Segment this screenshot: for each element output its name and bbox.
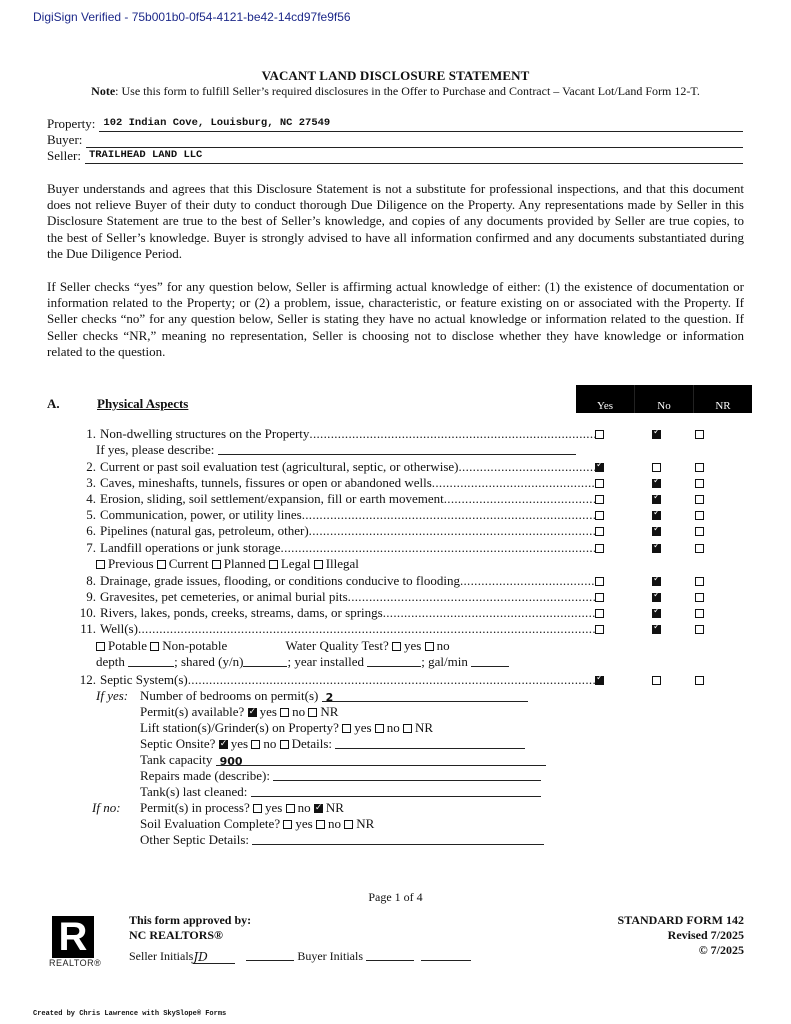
initials-row	[129, 949, 471, 964]
question-row	[74, 605, 596, 621]
page-number: Page 1 of 4	[368, 890, 423, 904]
realtor-caption: REALTOR®	[49, 958, 102, 968]
checkbox-q4-nr[interactable]	[695, 495, 704, 504]
buyer-initials-input[interactable]	[366, 949, 414, 961]
question-text: Non-dwelling structures on the Property	[100, 426, 310, 441]
checkbox-q3-nr[interactable]	[695, 479, 704, 488]
question-text: Rivers, lakes, ponds, creeks, streams, dams, or springs	[100, 605, 383, 620]
checkbox-q7-nr[interactable]	[695, 544, 704, 553]
leader-dots	[383, 605, 596, 621]
question-text: Gravesites, pet cemeteries, or animal burial pits	[100, 589, 348, 604]
septic-if-yes-label: If yes:	[96, 688, 129, 703]
other-septic-input[interactable]	[252, 833, 544, 845]
option-label: yes	[403, 638, 422, 653]
question-row	[74, 672, 596, 688]
property-input[interactable]: 102 Indian Cove, Louisburg, NC 27549	[99, 118, 743, 132]
question-number: 9.	[86, 589, 96, 604]
question-text: Septic System(s)	[100, 672, 188, 687]
option-label: no	[436, 638, 450, 653]
seller-label: Seller:	[47, 148, 81, 163]
question-row	[74, 621, 596, 637]
checkbox-q7-yes[interactable]	[595, 544, 604, 553]
q11-details	[96, 654, 509, 670]
buyer-initials-label: Buyer Initials	[297, 949, 363, 963]
property-label: Property:	[47, 116, 96, 131]
q1-describe	[96, 442, 576, 458]
onsite-row	[140, 736, 525, 752]
q11-options	[96, 638, 450, 654]
option-label: NR	[325, 800, 344, 815]
lift-label: Lift station(s)/Grinder(s) on Property?	[140, 720, 339, 735]
checkbox-in-process-yes[interactable]	[253, 804, 262, 813]
leader-dots	[309, 426, 596, 442]
leader-dots	[460, 573, 596, 589]
question-number: 6.	[86, 523, 96, 538]
leader-dots	[432, 475, 596, 491]
form-revised: Revised 7/2025	[667, 928, 744, 942]
tank-cleaned-label: Tank(s) last cleaned:	[140, 784, 248, 799]
option-label: Previous	[108, 556, 154, 571]
water-test-label: Water Quality Test?	[285, 638, 389, 653]
option-label: NR	[356, 816, 375, 831]
tank-capacity-row	[140, 752, 546, 768]
checkbox-onsite-yes[interactable]	[219, 740, 228, 749]
permits-row	[140, 704, 338, 720]
tank-cleaned-input[interactable]	[251, 785, 541, 797]
checkbox-potable[interactable]	[96, 642, 105, 651]
question-text: Landfill operations or junk storage	[100, 540, 281, 555]
question-number: 8.	[86, 573, 96, 588]
option-label: Non-potable	[162, 638, 228, 653]
year-input[interactable]	[367, 655, 421, 667]
checkbox-q1-nr[interactable]	[695, 430, 704, 439]
q7-options	[96, 556, 359, 572]
buyer-input[interactable]	[86, 134, 743, 148]
question-row	[74, 507, 596, 523]
lift-row	[140, 720, 433, 736]
question-row	[74, 426, 596, 442]
checkbox-q6-yes[interactable]	[595, 527, 604, 536]
document-title: VACANT LAND DISCLOSURE STATEMENT	[261, 68, 530, 83]
checkbox-q10-no[interactable]	[652, 609, 661, 618]
question-row	[74, 540, 596, 556]
tank-cleaned-row	[140, 784, 541, 800]
bedrooms-input[interactable]: 2	[322, 690, 528, 702]
checkbox-q6-nr[interactable]	[695, 527, 704, 536]
question-row	[74, 475, 596, 491]
depth-input[interactable]	[128, 655, 174, 667]
checkbox-q3-yes[interactable]	[595, 479, 604, 488]
section-letter: A.	[47, 396, 60, 411]
if-yes-text: If yes	[96, 688, 124, 703]
option-label: Planned	[223, 556, 266, 571]
checkbox-q2-yes[interactable]	[595, 463, 604, 472]
bedrooms-label: Number of bedrooms on permit(s)	[140, 688, 319, 703]
answer-column-header	[576, 385, 752, 413]
soil-eval-label: Soil Evaluation Complete?	[140, 816, 281, 831]
leader-dots	[444, 491, 596, 507]
form-name: STANDARD FORM 142	[617, 913, 744, 927]
checkbox-water-test-yes[interactable]	[392, 642, 401, 651]
checkbox-illegal[interactable]	[314, 560, 323, 569]
seller-input[interactable]: TRAILHEAD LAND LLC	[85, 150, 743, 164]
soil-eval-row	[140, 816, 374, 832]
option-label: no	[297, 800, 311, 815]
septic-if-no-label: If no:	[92, 800, 121, 815]
checkbox-q10-nr[interactable]	[695, 609, 704, 618]
checkbox-in-process-nr[interactable]	[314, 804, 323, 813]
onsite-label: Septic Onsite?	[140, 736, 216, 751]
option-label: no	[386, 720, 400, 735]
checkbox-legal[interactable]	[269, 560, 278, 569]
seller-initials-label: Seller Initials	[129, 949, 194, 963]
option-label: Details:	[291, 736, 332, 751]
realtor-r-icon: R	[58, 915, 88, 959]
checkbox-q9-yes[interactable]	[595, 593, 604, 602]
checkbox-q9-nr[interactable]	[695, 593, 704, 602]
buyer-label: Buyer:	[47, 132, 83, 147]
seller-initials-input-2[interactable]	[246, 949, 294, 961]
checkbox-q1-yes[interactable]	[595, 430, 604, 439]
buyer-field	[47, 132, 743, 148]
permits-label: Permit(s) available?	[140, 704, 245, 719]
question-row	[74, 459, 596, 475]
standard-form-info	[618, 913, 744, 958]
checkbox-q8-nr[interactable]	[695, 577, 704, 586]
question-number: 5.	[86, 507, 96, 522]
column-no: No	[635, 385, 694, 413]
option-label: yes	[259, 704, 277, 719]
checkbox-lift-nr[interactable]	[403, 724, 412, 733]
checkbox-soil-eval-no[interactable]	[316, 820, 325, 829]
option-label: Current	[168, 556, 209, 571]
leader-dots	[138, 621, 596, 637]
checkbox-q7-no[interactable]	[652, 544, 661, 553]
in-process-row	[140, 800, 344, 816]
leader-dots	[309, 523, 596, 539]
approved-by	[129, 913, 251, 943]
question-text: Drainage, grade issues, flooding, or conditions conducive to flooding	[100, 573, 460, 588]
option-label: Potable	[108, 638, 147, 653]
q1-describe-label: If yes, please describe:	[96, 442, 215, 457]
checkbox-q10-yes[interactable]	[595, 609, 604, 618]
checkbox-onsite-no[interactable]	[251, 740, 260, 749]
checkbox-q11-nr[interactable]	[695, 625, 704, 634]
other-septic-label: Other Septic Details:	[140, 832, 250, 847]
option-label: no	[292, 704, 306, 719]
column-nr: NR	[715, 400, 731, 412]
checkbox-planned[interactable]	[212, 560, 221, 569]
created-by: Created by Chris Lawrence with SkySlope® Forms	[33, 1010, 227, 1018]
checkbox-q5-no[interactable]	[652, 511, 661, 520]
option-label: yes	[265, 800, 283, 815]
if-no-text: If no	[92, 800, 117, 815]
option-label: Legal	[280, 556, 311, 571]
galmin-input[interactable]	[471, 655, 509, 667]
option-label: yes	[295, 816, 313, 831]
checkbox-permits-yes[interactable]	[248, 708, 257, 717]
question-number: 10.	[79, 605, 96, 620]
in-process-label: Permit(s) in process?	[140, 800, 250, 815]
repairs-input[interactable]	[273, 769, 541, 781]
tank-capacity-input[interactable]: 900	[216, 754, 546, 766]
question-row	[74, 573, 596, 589]
checkbox-soil-eval-nr[interactable]	[344, 820, 353, 829]
buyer-initials-input-2[interactable]	[421, 949, 471, 961]
seller-field	[47, 148, 743, 164]
question-text: Well(s)	[100, 621, 138, 636]
galmin-label: ; gal/min	[421, 654, 468, 669]
q1-describe-input[interactable]	[218, 443, 576, 455]
checkbox-in-process-no[interactable]	[286, 804, 295, 813]
checkbox-q11-yes[interactable]	[595, 625, 604, 634]
form-note	[0, 84, 791, 99]
bedrooms-row	[140, 688, 528, 704]
checkbox-q11-no[interactable]	[652, 625, 661, 634]
option-label: Illegal	[325, 556, 359, 571]
question-text: Current or past soil evaluation test (agricultural, septic, or otherwise)	[100, 459, 459, 474]
checkbox-q6-no[interactable]	[652, 527, 661, 536]
option-label: no	[263, 736, 277, 751]
year-label: ; year installed	[287, 654, 364, 669]
option-label: yes	[230, 736, 249, 751]
checkbox-q2-nr[interactable]	[695, 463, 704, 472]
repairs-row	[140, 768, 541, 784]
checkbox-q5-yes[interactable]	[595, 511, 604, 520]
repairs-label: Repairs made (describe):	[140, 768, 270, 783]
checkbox-q9-no[interactable]	[652, 593, 661, 602]
question-row	[74, 589, 596, 605]
checkbox-q4-no[interactable]	[652, 495, 661, 504]
option-label: no	[327, 816, 341, 831]
question-text: Erosion, sliding, soil settlement/expansion, fill or earth movement	[100, 491, 444, 506]
leader-dots	[188, 672, 596, 688]
column-yes: Yes	[576, 385, 635, 413]
checkbox-q2-no[interactable]	[652, 463, 661, 472]
digisign-verification: DigiSign Verified - 75b001b0-0f54-4121-be42-14cd97fe9f56	[33, 10, 351, 24]
question-text: Pipelines (natural gas, petroleum, other)	[100, 523, 309, 538]
checkbox-q12-no[interactable]	[652, 676, 661, 685]
checkbox-current[interactable]	[157, 560, 166, 569]
note-label: Note	[91, 84, 116, 98]
other-septic-row	[140, 832, 544, 848]
question-text: Caves, mineshafts, tunnels, fissures or open or abandoned wells	[100, 475, 432, 490]
checkbox-q5-nr[interactable]	[695, 511, 704, 520]
checkbox-q4-yes[interactable]	[595, 495, 604, 504]
question-text: Communication, power, or utility lines	[100, 507, 302, 522]
checkbox-q1-no[interactable]	[652, 430, 661, 439]
checkbox-soil-eval-yes[interactable]	[283, 820, 292, 829]
option-label: yes	[354, 720, 372, 735]
question-number: 7.	[86, 540, 96, 555]
checkbox-q12-yes[interactable]	[595, 676, 604, 685]
note-text: : Use this form to fulfill Seller’s required disclosures in the Offer to Purchase and Contract – Vacant Lot/Land Form 12-T.	[115, 84, 700, 98]
checkbox-lift-yes[interactable]	[342, 724, 351, 733]
shared-input[interactable]	[243, 655, 287, 667]
question-number: 2.	[86, 459, 96, 474]
option-label: NR	[320, 704, 339, 719]
question-row	[74, 491, 596, 507]
section-title: Physical Aspects	[97, 396, 189, 411]
question-number: 11.	[80, 621, 96, 636]
option-label: NR	[415, 720, 434, 735]
question-number: 12.	[79, 672, 96, 687]
disclaimer-paragraph: Buyer understands and agrees that this Disclosure Statement is not a substitute for professional inspections, and that this document does not relieve Buyer of their duty to conduct thorough Due Diligence on the Property. Any representations made by Seller in this Disclosure Statement are true to the best of Seller’s knowledge, and copies of any documents provided by Seller are true copies, to the best of Seller’s knowledge. Buyer is strongly advised to have all information confirmed and any documents substantiated during the Due Diligence Period.	[47, 181, 744, 261]
checkbox-non-potable[interactable]	[150, 642, 159, 651]
question-number: 1.	[86, 426, 96, 441]
checkbox-onsite-details[interactable]	[280, 740, 289, 749]
onsite-details-input[interactable]	[335, 737, 525, 749]
approved-line1: This form approved by:	[129, 913, 252, 927]
checkbox-previous[interactable]	[96, 560, 105, 569]
approved-line2: NC REALTORS®	[129, 928, 223, 942]
leader-dots	[281, 540, 596, 556]
leader-dots	[348, 589, 596, 605]
checkbox-q3-no[interactable]	[652, 479, 661, 488]
question-number: 4.	[86, 491, 96, 506]
property-field	[47, 116, 743, 132]
checkbox-permits-no[interactable]	[280, 708, 289, 717]
checkbox-q8-no[interactable]	[652, 577, 661, 586]
checkbox-lift-no[interactable]	[375, 724, 384, 733]
leader-dots	[458, 459, 596, 475]
seller-initials-input[interactable]: JD	[193, 952, 235, 964]
leader-dots	[302, 507, 596, 523]
shared-label: ; shared (y/n)	[174, 654, 244, 669]
question-number: 3.	[86, 475, 96, 490]
checkbox-q12-nr[interactable]	[695, 676, 704, 685]
instructions-paragraph: If Seller checks “yes” for any question below, Seller is affirming actual knowledge of either: (1) the existence of documentation or information related to the Property; or (2) a problem, issue, characteristic, or feature existing on or associated with the Property. If Seller checks “no” for any question below, Seller is stating they have no actual knowledge or information related to the question. If Seller checks “NR,” meaning no representation, Seller is choosing not to disclose whether they have knowledge or information related to the question.	[47, 279, 744, 359]
form-copyright: © 7/2025	[698, 943, 744, 957]
checkbox-water-test-no[interactable]	[425, 642, 434, 651]
checkbox-q8-yes[interactable]	[595, 577, 604, 586]
tank-capacity-label: Tank capacity	[140, 752, 213, 767]
checkbox-permits-nr[interactable]	[308, 708, 317, 717]
depth-label: depth	[96, 654, 125, 669]
question-row	[74, 523, 596, 539]
